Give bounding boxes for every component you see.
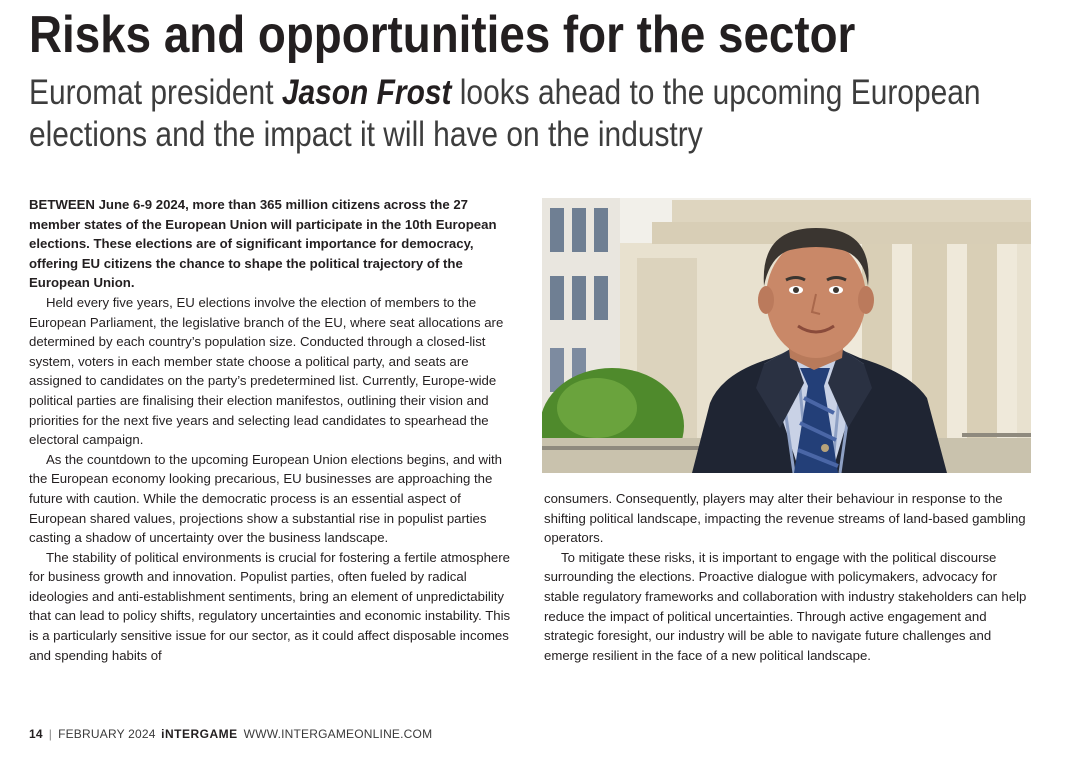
article-standfirst <box>29 72 995 156</box>
body-paragraph: Held every five years, EU elections involve the election of members to the European Parliament, the legislative branch of the EU, where seat allocations are determined by each country’s population size. Conducted through a closed-list system, voters in each member state choose a political party, and seats are assigned to candidates on the party’s predetermined list. Currently, Europe-wide political parties are finalising their election manifestos, outlining their vision and priorities for the next five years and selecting lead candidates to spearhead the electoral campaign. <box>29 294 504 448</box>
portrait-illustration <box>542 198 1031 473</box>
body-paragraph: consumers. Consequently, players may alter their behaviour in response to the shifting political landscape, impacting the revenue streams of land-based gambling operators. <box>544 491 1026 546</box>
body-paragraph: The stability of political environments is crucial for fostering a fertile atmosphere for business growth and innovation. Populist parties, often fueled by radical ideologies and anti-establishment sentiments, bring an element of unpredictability that can lead to policy shifts, regulatory uncertainties and economic instability. This is a particularly sensitive issue for our sector, as it could affect disposable incomes and spending habits of <box>29 549 511 663</box>
author-photo <box>542 198 1031 473</box>
body-paragraph: To mitigate these risks, it is important to engage with the political discourse surrounding the elections. Proactive dialogue with policymakers, advocacy for stable regulatory frameworks and collaboration with industry stakeholders can help reduce the impact of political uncertainties. Through active engagement and strategic foresight, our industry will be able to navigate future challenges and emerge resilient in the face of a new political landscape. <box>544 549 1027 663</box>
standfirst-lead: Euromat president <box>29 73 282 112</box>
magazine-brand: iNTERGAME <box>161 727 238 741</box>
body-paragraph: As the countdown to the upcoming European Union elections begins, and with the European economy looking precarious, EU businesses are approaching the future with caution. While the democratic process is an essential aspect of European shared values, projections show a substantial rise in populist parties casting a shadow of uncertainty over the business landscape. <box>29 451 502 546</box>
author-name: Jason Frost <box>281 73 452 112</box>
footer-separator: | <box>48 727 53 741</box>
left-column <box>29 195 519 665</box>
standfirst-rest: looks ahead to the upcoming European elections and the impact it will have on the industry <box>29 73 981 154</box>
right-column <box>544 489 1030 665</box>
website-link[interactable]: WWW.INTERGAMEONLINE.COM <box>243 727 433 741</box>
page-number: 14 <box>29 727 43 741</box>
issue-date: FEBRUARY 2024 <box>58 727 156 741</box>
intro-paragraph: BETWEEN June 6-9 2024, more than 365 million citizens across the 27 member states of the European Union will participate in the 10th European elections. These elections are of significant importance for democracy, offering EU citizens the chance to shape the political trajectory of the European Union. <box>29 197 497 291</box>
article-headline: Risks and opportunities for the sector <box>29 6 856 64</box>
page-footer <box>29 726 432 742</box>
